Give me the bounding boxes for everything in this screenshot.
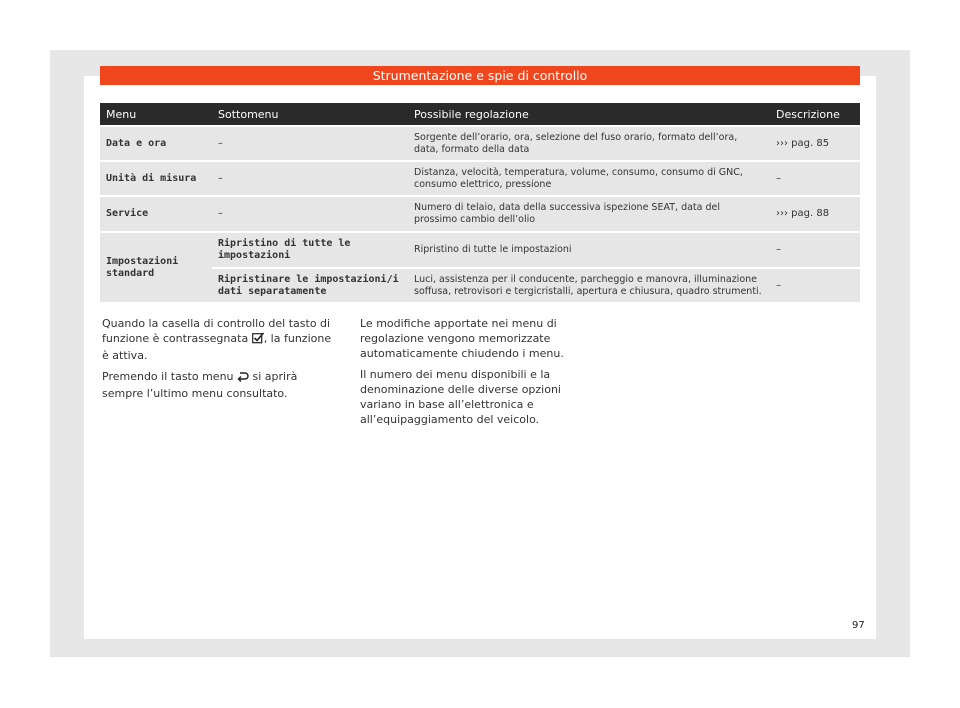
table-header-row xyxy=(100,103,860,125)
submenu-cell: Ripristinare le impostazioni/i dati separatamente xyxy=(212,269,408,302)
section-title: Strumentazione e spie di controllo xyxy=(100,66,860,85)
menu-cell: Impostazioni standard xyxy=(100,233,212,302)
regolazione-cell: Distanza, velocità, temperatura, volume, consumo, consumo di GNC, consumo elettrico, pressione xyxy=(408,162,770,195)
column-header-regolazione: Possibile regolazione xyxy=(408,103,770,125)
descrizione-cell: – xyxy=(770,233,860,267)
text-column-2 xyxy=(360,316,596,433)
menu-cell: Data e ora xyxy=(100,127,212,160)
submenu-cell: Ripristino di tutte le impostazioni xyxy=(212,233,408,267)
paragraph-modifiche: Le modifiche apportate nei menu di regolazione vengono memorizzate automaticamente chiudendo i menu. xyxy=(360,317,564,360)
paragraph-back: Premendo il tasto menu si aprirà sempre l’ultimo menu consultato. xyxy=(102,370,298,400)
table-row xyxy=(100,233,860,267)
descrizione-cell: ››› pag. 88 xyxy=(770,197,860,231)
menu-cell: Service xyxy=(100,197,212,231)
table-row xyxy=(100,127,860,160)
menu-cell: Unità di misura xyxy=(100,162,212,195)
descrizione-cell: – xyxy=(770,269,860,302)
regolazione-cell: Numero di telaio, data della successiva ispezione SEAT, data del prossimo cambio dell’olio xyxy=(408,197,770,231)
column-header-submenu: Sottomenu xyxy=(212,103,408,125)
text-column-1 xyxy=(102,316,338,407)
regolazione-cell: Ripristino di tutte le impostazioni xyxy=(408,233,770,267)
submenu-cell: – xyxy=(212,127,408,160)
submenu-cell: – xyxy=(212,197,408,231)
page-number: 97 xyxy=(852,620,865,631)
regolazione-cell: Sorgente dell’orario, ora, selezione del fuso orario, formato dell’ora, data, formato della data xyxy=(408,127,770,160)
paragraph-numero-menu: Il numero dei menu disponibili e la denominazione delle diverse opzioni variano in base all’elettronica e all’equipaggiamento del veicolo. xyxy=(360,368,561,426)
checkbox-checked-icon xyxy=(252,332,264,348)
table-row xyxy=(100,269,860,302)
paragraph-checkbox: Quando la casella di controllo del tasto di funzione è contrassegnata , la funzione è attiva. xyxy=(102,317,332,362)
regolazione-cell: Luci, assistenza per il conducente, parcheggio e manovra, illuminazione soffusa, retrovisori e tergicristalli, apertura e chiusura, quadro strumenti. xyxy=(408,269,770,302)
table-row xyxy=(100,162,860,195)
menu-table xyxy=(100,101,860,304)
descrizione-cell: – xyxy=(770,162,860,195)
descrizione-cell: ››› pag. 85 xyxy=(770,127,860,160)
back-arrow-icon xyxy=(237,371,249,386)
submenu-cell: – xyxy=(212,162,408,195)
column-header-descrizione: Descrizione xyxy=(770,103,860,125)
column-header-menu: Menu xyxy=(100,103,212,125)
table-row xyxy=(100,197,860,231)
